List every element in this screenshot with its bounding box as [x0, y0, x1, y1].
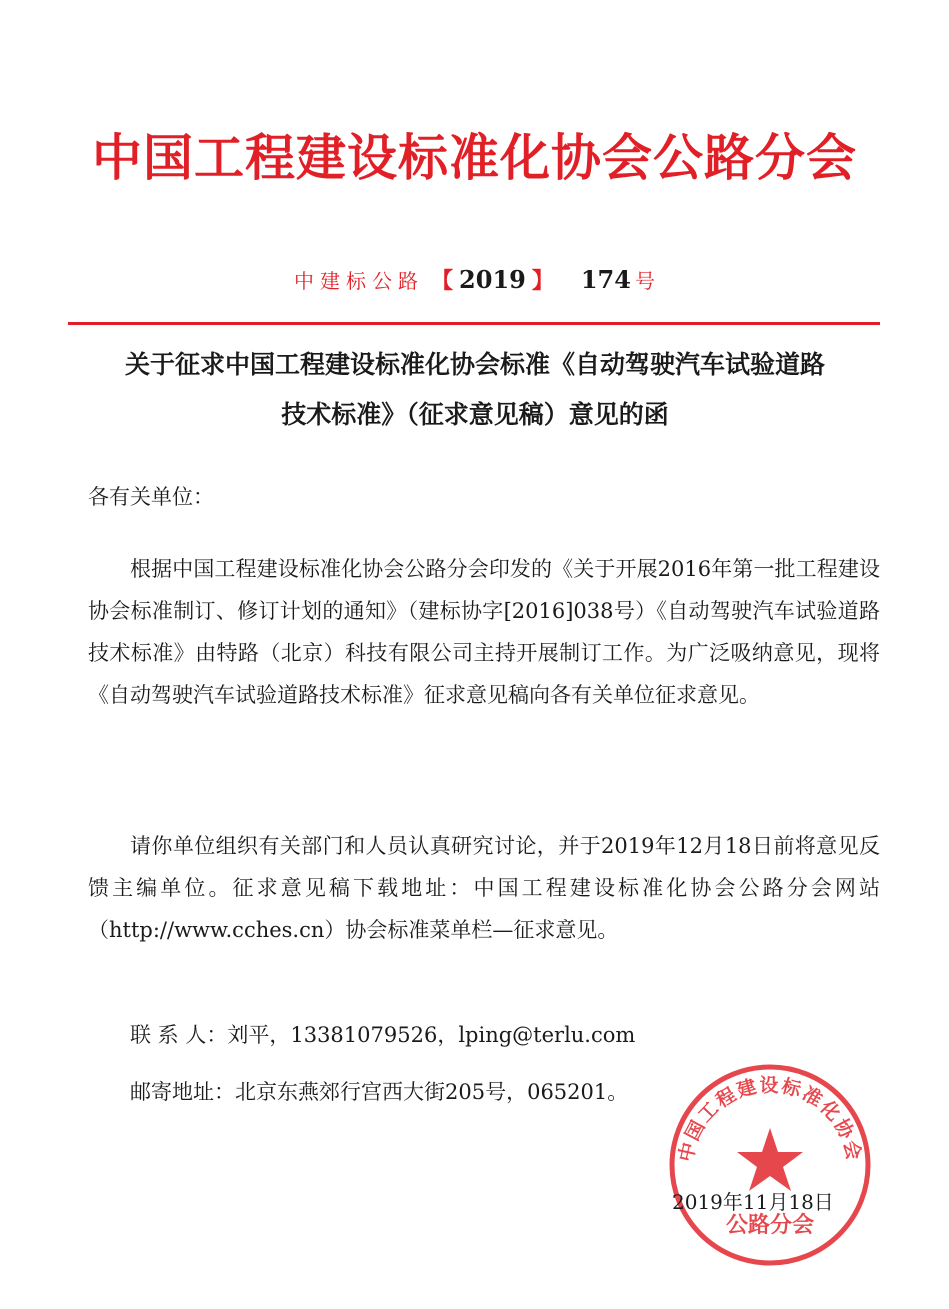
doc-number-prefix: 中建标公路 [294, 269, 425, 293]
paragraph-background: 根据中国工程建设标准化协会公路分会印发的《关于开展2016年第一批工程建设协会标准制订、修订计划的通知》（建标协字[2016]038号）《自动驾驶汽车试验道路技术标准》由特路（北京）科技有限公司主持开展制订工作。为广泛吸纳意见，现将《自动驾驶汽车试验道路技术标准》征求意见稿向各有关单位征求意见。 [88, 557, 880, 707]
doc-number-bracket-open: 【 [431, 268, 454, 294]
letter-date: 2019年11月18日 [672, 1190, 834, 1214]
official-seal-icon [665, 1060, 875, 1270]
mailing-address: 邮寄地址：北京东燕郊行宫西大街205号，065201。 [130, 1080, 629, 1104]
doc-number-suffix: 号 [634, 269, 655, 293]
header-divider [68, 322, 880, 325]
seal-text-bottom: 公路分会 [725, 1213, 815, 1238]
paragraph-request: 请你单位组织有关部门和人员认真研究讨论，并于2019年12月18日前将意见反馈主编单位。征求意见稿下载地址：中国工程建设标准化协会公路分会网站（http://www.cches.cn）协会标准菜单栏—征求意见。 [88, 834, 880, 942]
letter-title-line1: 关于征求中国工程建设标准化协会标准《自动驾驶汽车试验道路 [124, 350, 825, 379]
document-number [0, 264, 949, 295]
doc-number-serial: 174 [580, 265, 631, 294]
contact-person: 联 系 人：刘平，13381079526，lping@terlu.com [130, 1023, 636, 1047]
org-title: 中国工程建设标准化协会公路分会 [92, 129, 857, 187]
letter-title-line2: 技术标准》（征求意见稿）意见的函 [281, 400, 669, 429]
seal-text-top: 中国工程建设标准化协会 [674, 1074, 866, 1164]
doc-number-year: 2019 [459, 265, 526, 294]
salutation: 各有关单位： [88, 485, 214, 509]
doc-number-bracket-close: 】 [531, 268, 554, 294]
letter-title [70, 340, 880, 440]
